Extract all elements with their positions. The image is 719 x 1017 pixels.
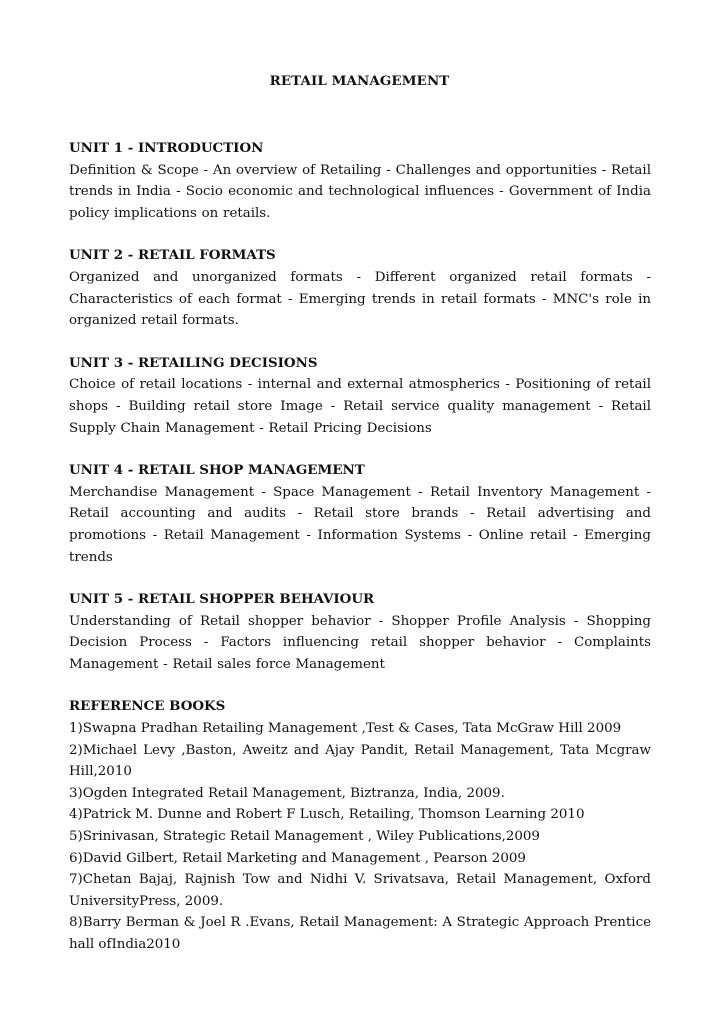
- unit-3-section: [69, 353, 651, 439]
- unit-5-section: [69, 589, 651, 675]
- unit-1-section: [69, 138, 651, 224]
- document-title: RETAIL MANAGEMENT: [269, 73, 450, 89]
- reference-books-heading: REFERENCE BOOKS: [69, 698, 226, 715]
- reference-book-item: 2)Michael Levy ,Baston, Aweitz and Ajay Pandit, Retail Management, Tata Mcgraw Hill,2010: [69, 742, 651, 780]
- reference-books-section: [69, 696, 651, 955]
- unit-3-heading: UNIT 3 - RETAILING DECISIONS: [69, 354, 318, 371]
- unit-4-heading: UNIT 4 - RETAIL SHOP MANAGEMENT: [69, 462, 365, 479]
- unit-3-body: Choice of retail locations - internal and external atmospherics - Positioning of retail shops - Building retail store Image - Retail service quality management - Retail Supply Chain Management - Retail Pricing Decisions: [69, 377, 651, 436]
- document-content: [69, 138, 651, 977]
- unit-5-body: Understanding of Retail shopper behavior - Shopper Profile Analysis - Shopping Decision Process - Factors influencing retail shopper behavior - Complaints Management - Retail sales force Management: [69, 613, 651, 672]
- unit-4-section: [69, 460, 651, 568]
- unit-5-heading: UNIT 5 - RETAIL SHOPPER BEHAVIOUR: [69, 591, 375, 608]
- unit-1-heading: UNIT 1 - INTRODUCTION: [69, 140, 264, 156]
- reference-book-item: 4)Patrick M. Dunne and Robert F Lusch, Retailing, Thomson Learning 2010: [69, 807, 585, 823]
- reference-book-item: 5)Srinivasan, Strategic Retail Management , Wiley Publications,2009: [69, 829, 540, 845]
- unit-1-body: Definition & Scope - An overview of Retailing - Challenges and opportunities - Retail trends in India - Socio economic and technological influences - Government of India policy implications on retails.: [69, 162, 651, 221]
- reference-books-list: [69, 718, 651, 956]
- unit-2-body: Organized and unorganized formats - Different organized retail formats - Characteristics of each format - Emerging trends in retail formats - MNC's role in organized retail formats.: [69, 269, 651, 329]
- reference-book-item: 7)Chetan Bajaj, Rajnish Tow and Nidhi V. Srivatsava, Retail Management, Oxford UniversityPress, 2009.: [69, 872, 651, 909]
- reference-book-item: 6)David Gilbert, Retail Marketing and Management , Pearson 2009: [69, 850, 526, 866]
- reference-book-item: 1)Swapna Pradhan Retailing Management ,Test & Cases, Tata McGraw Hill 2009: [69, 721, 622, 737]
- unit-2-heading: UNIT 2 - RETAIL FORMATS: [69, 247, 276, 264]
- unit-4-body: Merchandise Management - Space Management - Retail Inventory Management - Retail accounting and audits - Retail store brands - Retail advertising and promotions - Retail Management - Information Systems - Online retail - Emerging trends: [69, 484, 651, 565]
- reference-book-item: 8)Barry Berman & Joel R .Evans, Retail Management: A Strategic Approach Prentice hall ofIndia2010: [69, 915, 651, 952]
- reference-book-item: 3)Ogden Integrated Retail Management, Biztranza, India, 2009.: [69, 785, 505, 801]
- unit-2-section: [69, 245, 651, 331]
